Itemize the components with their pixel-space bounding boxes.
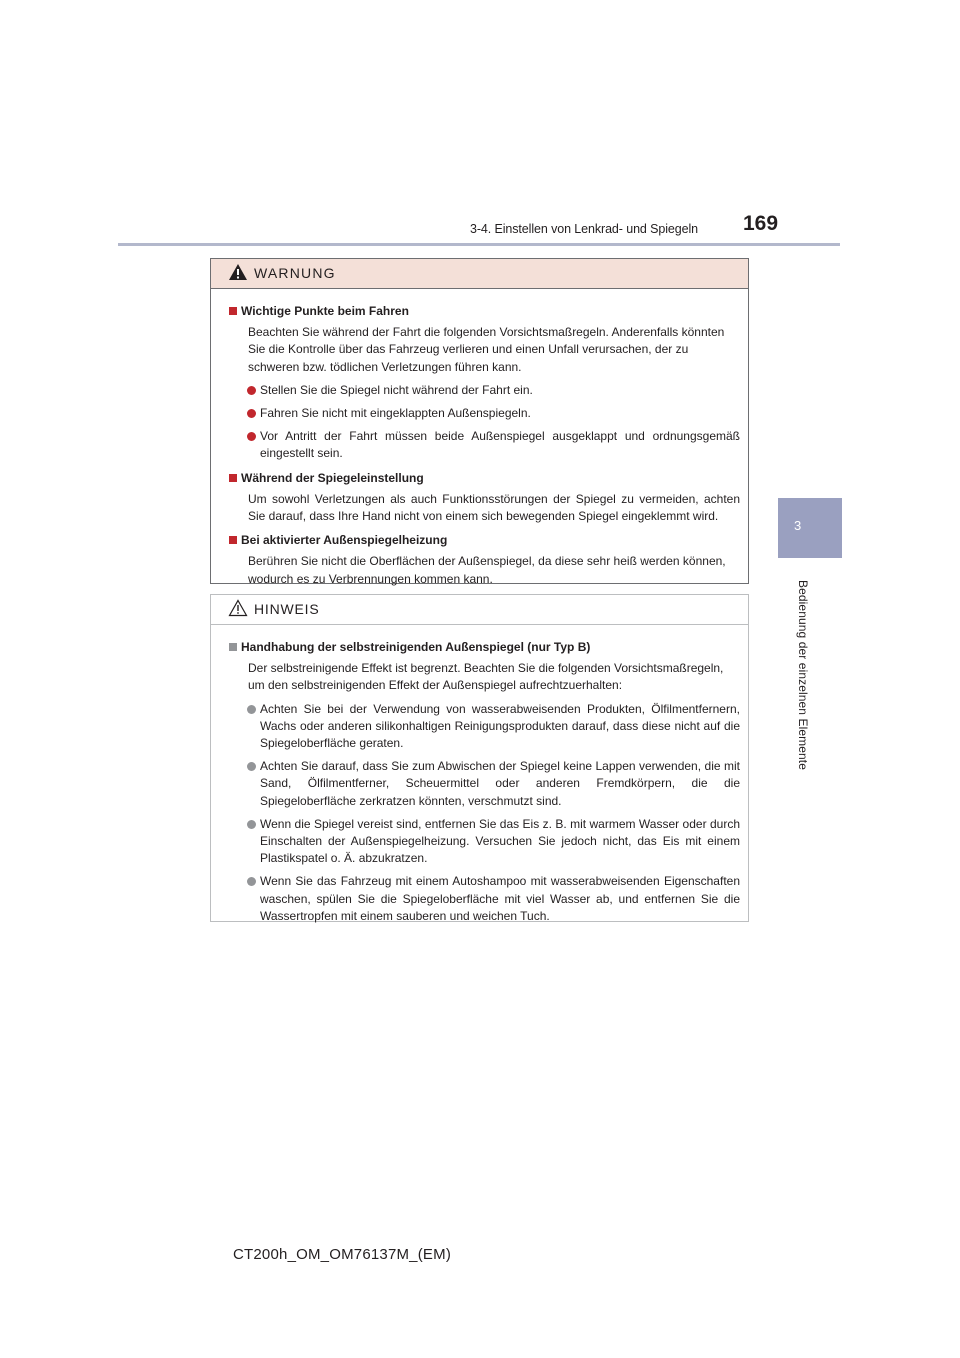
bullet-item: Achten Sie bei der Verwendung von wasserabweisenden Produkten, Ölfilmentfernern, Wachs oder anderen silikonhaltigen Reinigungsprodukten darauf, dass diese nicht auf die Spiegeloberfläche geraten. <box>229 701 740 753</box>
section-heading: Bei aktivierter Außenspiegelheizung <box>229 532 740 549</box>
warning-title: WARNUNG <box>254 265 336 281</box>
section-heading: Wichtige Punkte beim Fahren <box>229 303 740 320</box>
notice-section <box>229 639 740 925</box>
warning-body <box>211 289 748 602</box>
section-paragraph: Berühren Sie nicht die Oberflächen der Außenspiegel, da diese sehr heiß werden können, wodurch es zu Verbrennungen kommen kann. <box>248 554 726 586</box>
notice-triangle-icon <box>228 599 248 617</box>
bullet-item: Fahren Sie nicht mit eingeklappten Außenspiegeln. <box>229 405 740 422</box>
page-number: 169 <box>743 212 779 235</box>
warning-triangle-icon <box>228 263 248 281</box>
notice-header <box>211 595 748 625</box>
bullet-item: Achten Sie darauf, dass Sie zum Abwischen der Spiegel keine Lappen verwenden, die mit Sand, Ölfilmentferner, Scheuermittel oder anderen Fremdkörpern, die die Spiegeloberfläche zerkratzen könnten, verschmutzt sind. <box>229 758 740 810</box>
section-heading: Während der Spiegeleinstellung <box>229 470 740 487</box>
footer-doc-code: CT200h_OM_OM76137M_(EM) <box>233 1246 452 1263</box>
section-paragraph: Beachten Sie während der Fahrt die folgenden Vorsichtsmaßregeln. Anderenfalls könnten Sie die Kontrolle über das Fahrzeug verlieren und einen Unfall verursachen, der zu schweren bzw. tödlichen Verletzungen führen kann. <box>248 325 725 374</box>
warning-section <box>229 470 740 526</box>
warning-section <box>229 532 740 588</box>
header-section-title: 3-4. Einstellen von Lenkrad- und Spiegeln <box>470 222 698 236</box>
section-paragraph: Der selbstreinigende Effekt ist begrenzt. Beachten Sie die folgenden Vorsichtsmaßregeln, um den selbstreinigenden Effekt der Außenspiegel aufrechtzuerhalten: <box>248 661 724 693</box>
notice-title: HINWEIS <box>254 601 320 617</box>
notice-body <box>211 625 748 939</box>
bullet-item: Vor Antritt der Fahrt müssen beide Außenspiegel ausgeklappt und ordnungsgemäß eingestellt sein. <box>229 428 740 462</box>
bullet-item: Wenn Sie das Fahrzeug mit einem Autoshampoo mit wasserabweisenden Eigenschaften waschen, spülen Sie die Spiegeloberfläche mit viel Wasser ab, und entfernen Sie die Wassertropfen mit einem sauberen und weichen Tuch. <box>229 873 740 925</box>
chapter-tab <box>778 498 842 558</box>
chapter-number: 3 <box>794 518 802 533</box>
notice-box <box>210 594 749 922</box>
warning-header <box>211 259 748 289</box>
warning-box <box>210 258 749 584</box>
section-paragraph: Um sowohl Verletzungen als auch Funktionsstörungen der Spiegel zu vermeiden, achten Sie darauf, dass Ihre Hand nicht von einem sich bewegenden Spiegel eingeklemmt wird. <box>248 491 740 524</box>
header-rule <box>118 243 840 246</box>
warning-section <box>229 303 740 463</box>
chapter-label: Bedienung der einzelnen Elemente <box>796 580 810 771</box>
bullet-item: Stellen Sie die Spiegel nicht während der Fahrt ein. <box>229 382 740 399</box>
bullet-item: Wenn die Spiegel vereist sind, entfernen Sie das Eis z. B. mit warmem Wasser oder durch Einschalten der Außenspiegelheizung. Versuchen Sie jedoch nicht, das Eis mit einem Plastikspatel o. Ä. abzukratzen. <box>229 816 740 868</box>
section-heading: Handhabung der selbstreinigenden Außenspiegel (nur Typ B) <box>229 639 740 656</box>
